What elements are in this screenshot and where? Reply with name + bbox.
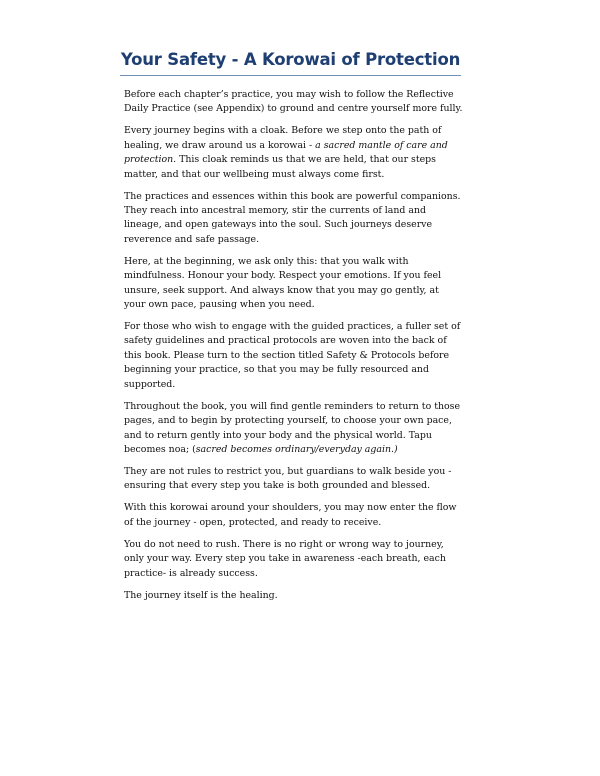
paragraph xyxy=(124,255,463,313)
paragraph-text: The practices and essences within this book are powerful companions. They reach into ancestral memory, stir the currents of land and lineage, and open gateways into the soul. Such journeys deserve reverence and safe passage. xyxy=(124,190,461,245)
page-title: Your Safety - A Korowai of Protection xyxy=(120,50,461,69)
paragraph-text: The journey itself is the healing. xyxy=(124,589,278,601)
paragraph xyxy=(124,538,463,581)
paragraph-text: With this korowai around your shoulders, you may now enter the flow of the journey - open, protected, and ready to receive. xyxy=(124,502,457,528)
paragraph-text: Before each chapter’s practice, you may wish to follow the Reflective Daily Practice (see Appendix) to ground and centre yourself more fully. xyxy=(124,89,463,115)
paragraph xyxy=(124,400,463,458)
paragraph-text: For those who wish to engage with the guided practices, a fuller set of safety guidelines and practical protocols are woven into the back of this book. Please turn to the section titled Safety & Protocols before beginning your practice, so that you may be fully resourced and supported. xyxy=(124,321,461,390)
paragraph xyxy=(124,465,463,494)
italic-text: sacred becomes ordinary/everyday again.) xyxy=(195,443,398,455)
paragraph xyxy=(124,88,463,117)
paragraph-text: They are not rules to restrict you, but guardians to walk beside you - ensuring that every step you take is both grounded and blessed. xyxy=(124,465,452,492)
paragraph xyxy=(124,589,463,603)
paragraph xyxy=(124,320,463,392)
paragraph-text: . This cloak reminds us that we are held, that our steps matter, and that our wellbeing must always come first. xyxy=(124,154,436,180)
italic-text: a sacred mantle of care and protection xyxy=(124,139,448,166)
body-text xyxy=(124,88,463,611)
paragraph-text: Every journey begins with a cloak. Before we step onto the path of healing, we draw around us a korowai - xyxy=(124,125,442,151)
title-divider xyxy=(120,75,461,76)
paragraph xyxy=(124,124,463,182)
paragraph xyxy=(124,190,463,248)
paragraph xyxy=(124,501,463,530)
paragraph-text: Here, at the beginning, we ask only this: that you walk with mindfulness. Honour your body. Respect your emotions. If you feel unsure, seek support. And always know that you may go gently, at your own pace, pausing when you need. xyxy=(124,255,442,311)
paragraph-text: Throughout the book, you will find gentle reminders to return to those pages, and to begin by protecting yourself, to choose your own pace, and to return gently into your body and the physical world. Tapu becomes noa; ( xyxy=(124,400,461,455)
paragraph-text: You do not need to rush. There is no right or wrong way to journey, only your way. Every step you take in awareness -each breath, each practice- is already success. xyxy=(124,538,446,579)
